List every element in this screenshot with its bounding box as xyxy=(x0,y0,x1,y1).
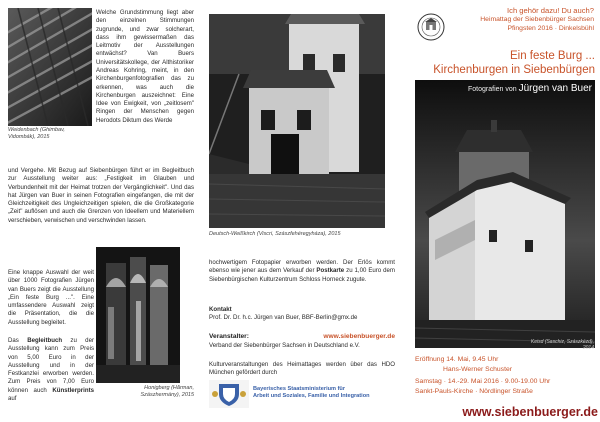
watermark-url[interactable]: www.siebenbuerger.de xyxy=(404,402,600,422)
body-text-left-b: Das Begleitbuch zu der Ausstellung kann zum Preis von 5,00 Euro in der Ausstellung und in der Festkanzlei erworben werden. Zum Preis von 7,00 Euro können auch Künstlerprints auf xyxy=(8,337,94,402)
photo-deutsch-weisskirch-caption: Deutsch-Weißkirch (Viscri, Szászfehéregyháza), 2015 xyxy=(209,231,341,237)
opening-label: Eröffnung xyxy=(415,356,445,363)
body-text-erloes: hochwertigem Fotopapier erworben werden. Der Erlös kommt ebenso wie jener aus dem Verkauf der Postkarte zu 1,00 Euro dem Siebenbürgischen Kulturzentrum Schloss Horneck zugute. xyxy=(209,259,395,283)
veranstalter-label: Veranstalter: xyxy=(209,333,249,340)
photo-keisd-cover xyxy=(415,80,595,348)
header-line-2: Heimattag der Siebenbürger Sachsen xyxy=(480,16,594,24)
kontakt-label: Kontakt xyxy=(209,306,232,313)
dates-text: Samstag · 14.-29. Mai 2016 · 9.00-19.00 Uhr xyxy=(415,378,551,386)
veranstalter-row xyxy=(209,333,395,340)
panel-middle xyxy=(205,0,405,410)
photographer-name: Jürgen van Buer xyxy=(518,83,592,94)
header-line-3: Pfingsten 2016 · Dinkelsbühl xyxy=(507,24,594,32)
photo-deutsch-weisskirch xyxy=(209,14,385,228)
photo-honigberg xyxy=(96,247,180,383)
veranstalter-url-link[interactable]: www.siebenbuerger.de xyxy=(323,333,395,340)
kontakt-text: Prof. Dr. Dr. h.c. Jürgen van Buer, BBF-Berlin@gmx.de xyxy=(209,314,358,321)
exhibition-info xyxy=(415,355,597,396)
location-text: Sankt-Pauls-Kirche · Nördlinger Straße xyxy=(415,387,533,395)
kuenstlerprints-bold: Künstlerprints xyxy=(52,386,94,394)
panel-left xyxy=(0,0,198,410)
photo-honigberg-caption: Honigberg (Hărman, Szászhermány), 2015 xyxy=(140,385,194,398)
header-line-1: Ich gehör dazu! Du auch? xyxy=(507,6,594,15)
body-text-left-a: Eine knappe Auswahl der weit über 1000 Fotografien Jürgen van Buers zeigt die Ausstellung „Ein feste Burg ...". Eine umfassendere Auswahl zeigt die Präsentation, die die Ausstellung begleitet. xyxy=(8,269,94,326)
kultur-text: Kulturveranstaltungen des Heimattages werden über das HDO München gefördert durch xyxy=(209,361,395,377)
photo-weidenbach xyxy=(8,8,92,126)
begleitbuch-bold: Begleitbuch xyxy=(27,337,63,344)
subtitle-prefix: Fotografien von xyxy=(468,86,519,93)
veranstalter-text: Verband der Siebenbürger Sachsen in Deutschland e.V. xyxy=(209,342,360,349)
exhibition-subtitle xyxy=(468,83,592,94)
bavaria-logo xyxy=(209,380,249,408)
body-text-wide: und Vergehe. Mit Bezug auf Siebenbürgen führt er im Begleitbuch zur Ausstellung weiter aus: „Festigkeit im Glauben und Verbundenheit mit der Heimat trotzen der Vergänglichkeit". Und das hat Jürgen van Buer in seinen Fotografien eingefangen, die mit der Gleichzeitigkeit des Ungleichzeitigen spielen, die die Großkategorie „Zeit" auflösen und auch die Grenzen von Ideellem und Materiellem verschieben, verwischen und verschwinden lassen. xyxy=(8,167,194,224)
opening-row xyxy=(415,355,597,365)
postkarte-bold: Postkarte xyxy=(316,267,345,275)
opening-text: 14. Mai, 9.45 Uhr xyxy=(446,356,499,363)
exhibition-title xyxy=(415,50,595,77)
heimattag-header xyxy=(480,6,594,34)
heimattag-emblem xyxy=(416,12,446,42)
panel-right-cover xyxy=(410,0,600,410)
body-text-top: Welche Grundstimmung liegt aber den einzelnen Stimmungen zugrunde, und zwar solcherart, dass ihm gewissermaßen das Leitmotiv der Ausstellungen entwächst? Van Buers Universitätskollege, der Althistoriker Andreas Kohring, meint, in den Kirchenburgenfotografien das zu erkennen, was auch die Kirchenburgen auszeichnet: Eine Idee von Ewigkeit, von „zeitlosem" Ringen der Menschen gegen Herodots Diktum des Werde xyxy=(96,9,194,124)
photo-weidenbach-caption: Weidenbach (Ghimbav, Vidombák), 2015 xyxy=(8,127,65,140)
title-line-1: Ein feste Burg ... xyxy=(509,50,595,62)
photo-keisd-caption: Keisd (Saschiz, Szászkézd), 2014 xyxy=(530,339,594,352)
ministry-text: Bayerisches Staatsministerium für Arbeit und Soziales, Familie und Integration xyxy=(253,386,370,399)
opening-speaker: Hans-Werner Schuster xyxy=(443,365,513,373)
title-line-2: Kirchenburgen in Siebenbürgen xyxy=(433,63,595,76)
